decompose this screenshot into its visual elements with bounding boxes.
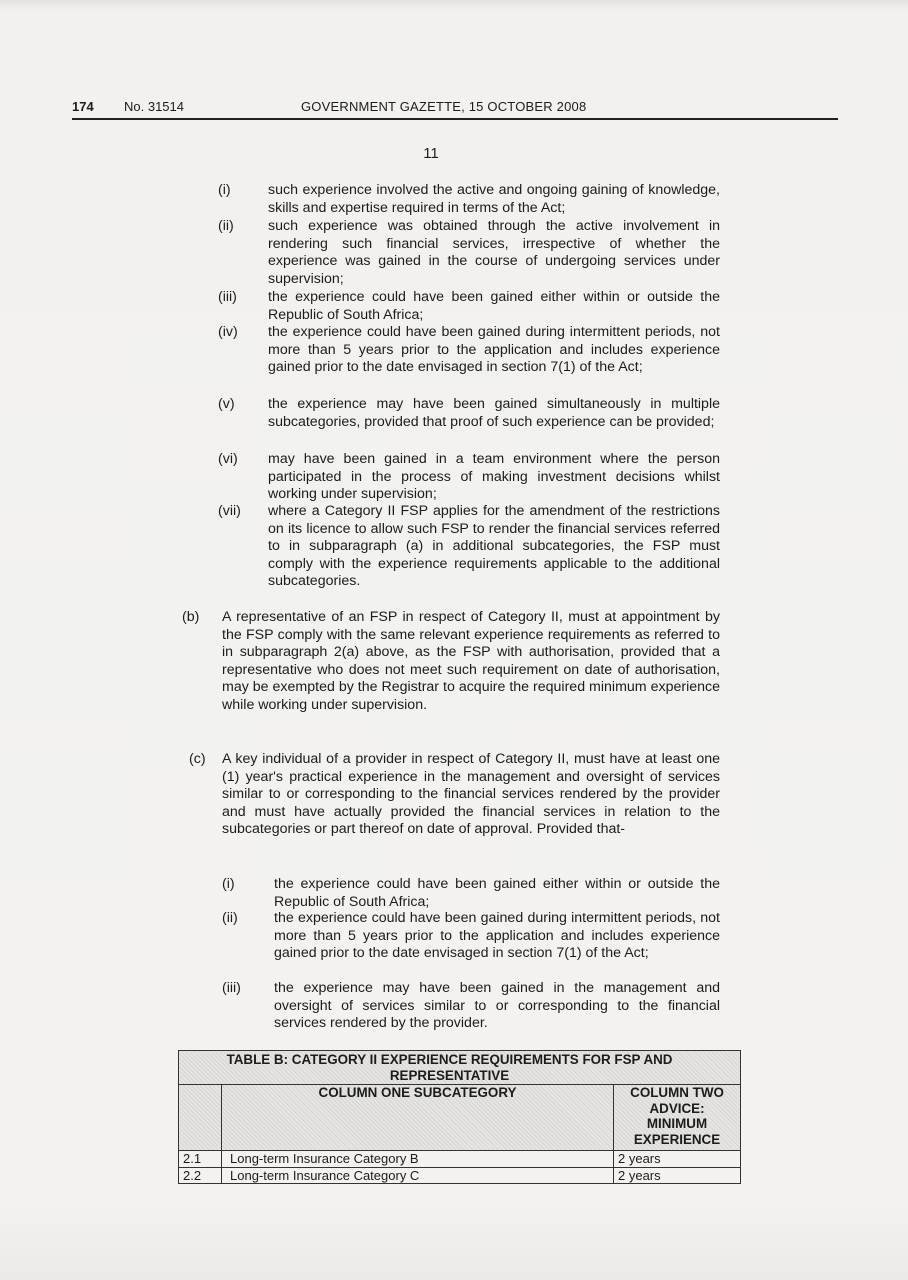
list-item-text: where a Category II FSP applies for the amendment of the restrictions on its licence to allow such FSP to render the financial services referred to in subparagraph (a) in additional subcategories, the FSP must comply with the experience requirements applicable to the additional subcategories. (268, 503, 720, 590)
paragraph-text: A key individual of a provider in respect of Category II, must have at least one (1) year's practical experience in the management and oversight of services similar to or corresponding to the financial services rendered by the provider and must have actually provided the financial services in relation to the subcategories or part thereof on date of approval. Provided that- (222, 751, 720, 838)
page-header (72, 99, 838, 119)
table-cell-experience: 2 years (614, 1167, 741, 1184)
list-item-text: the experience may have been gained simultaneously in multiple subcategories, provided that proof of such experience can be provided; (268, 396, 720, 430)
header-page-number: 174 (72, 99, 94, 114)
table-title: TABLE B: CATEGORY II EXPERIENCE REQUIREMENTS FOR FSP AND REPRESENTATIVE (179, 1051, 741, 1085)
paragraph-label: (c) (189, 751, 206, 767)
list-item-label: (iv) (218, 324, 238, 340)
list-item-text: the experience could have been gained either within or outside the Republic of South Africa; (268, 289, 720, 323)
header-issue-number: No. 31514 (124, 99, 184, 114)
list-item-text: the experience could have been gained during intermittent periods, not more than 5 years prior to the application and includes experience gained prior to the date envisaged in section 7(1) of the Act; (274, 910, 720, 962)
paragraph-label: (b) (182, 609, 200, 625)
paragraph-text: A representative of an FSP in respect of Category II, must at appointment by the FSP comply with the same relevant experience requirements as referred to in subparagraph 2(a) above, as the FSP with authorisation, provided that a representative who does not meet such requirement on date of authorisation, may be exempted by the Registrar to acquire the required minimum experience while working under supervision. (222, 609, 720, 713)
table-row (179, 1167, 741, 1184)
list-item-text: such experience involved the active and ongoing gaining of knowledge, skills and expertise required in terms of the Act; (268, 182, 720, 216)
list-item-label: (i) (218, 182, 231, 198)
list-item-text: such experience was obtained through the active involvement in rendering such financial services, irrespective of whether the experience was gained in the course of undergoing services under supervision; (268, 218, 720, 287)
list-item-text: may have been gained in a team environment where the person participated in the process of making investment decisions whilst working under supervision; (268, 451, 720, 503)
list-item-label: (ii) (218, 218, 234, 234)
table-header-column-one: COLUMN ONE SUBCATEGORY (222, 1085, 614, 1151)
table-cell-experience: 2 years (614, 1151, 741, 1168)
table-cell-number: 2.2 (179, 1167, 222, 1184)
document-page-number: 11 (423, 145, 439, 162)
list-item-text: the experience could have been gained during intermittent periods, not more than 5 years prior to the application and includes experience gained prior to the date envisaged in section 7(1) of the Act; (268, 324, 720, 376)
list-item-label: (i) (222, 876, 235, 892)
table-cell-number: 2.1 (179, 1151, 222, 1168)
experience-table (178, 1050, 741, 1184)
table-cell-subcategory: Long-term Insurance Category B (222, 1151, 614, 1168)
table-cell-subcategory: Long-term Insurance Category C (222, 1167, 614, 1184)
header-title: GOVERNMENT GAZETTE, 15 OCTOBER 2008 (301, 99, 587, 114)
list-item-label: (v) (218, 396, 235, 412)
table-row (179, 1151, 741, 1168)
list-item-label: (iii) (222, 980, 241, 996)
table-header-blank (179, 1085, 222, 1151)
list-item-text: the experience could have been gained either within or outside the Republic of South Africa; (274, 876, 720, 910)
table-header-column-two: COLUMN TWO ADVICE: MINIMUM EXPERIENCE (614, 1085, 741, 1151)
list-item-text: the experience may have been gained in the management and oversight of services similar to or corresponding to the financial services rendered by the provider. (274, 980, 720, 1032)
list-item-label: (vi) (218, 451, 238, 467)
list-item-label: (vii) (218, 503, 241, 519)
header-rule (72, 118, 838, 120)
list-item-label: (ii) (222, 910, 238, 926)
list-item-label: (iii) (218, 289, 237, 305)
